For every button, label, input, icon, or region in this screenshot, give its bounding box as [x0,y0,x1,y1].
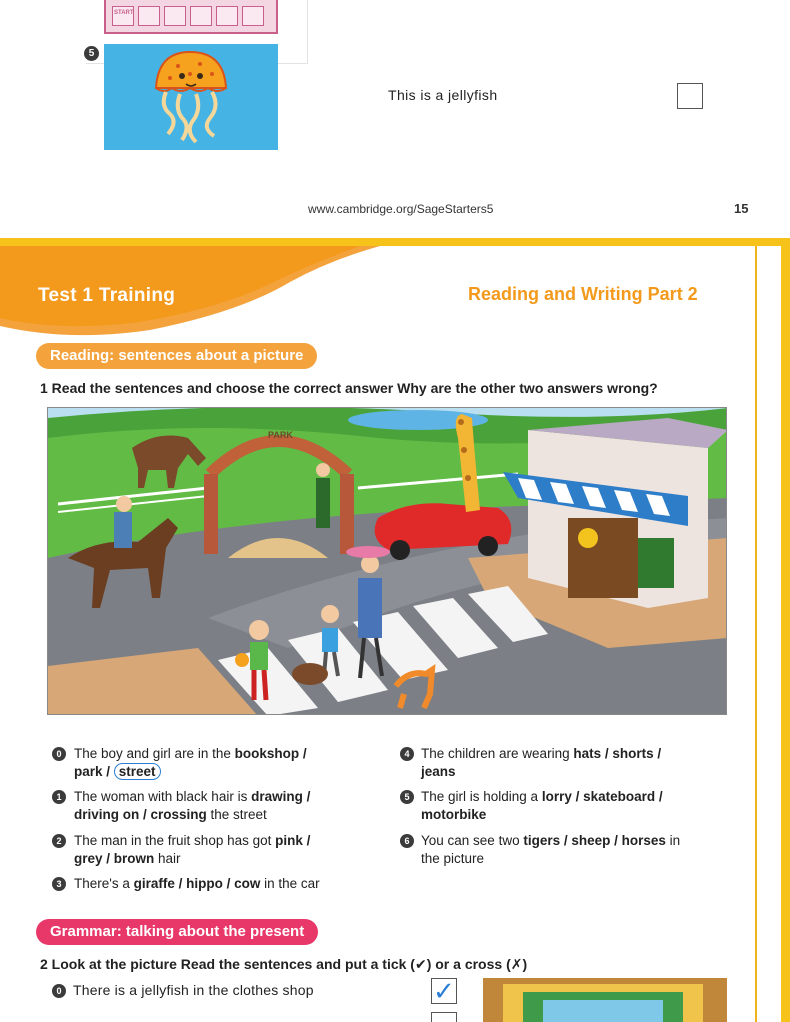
grammar-section-pill: Grammar: talking about the present [36,919,318,945]
grammar-item-0-sentence: There is a jellyfish in the clothes shop [73,982,314,998]
question-3: There's a giraffe / hippo / cow in the car [74,876,320,891]
page-margin-rule [755,246,757,1022]
question-0: The boy and girl are in the bookshop / park / street [74,746,307,779]
website-url[interactable]: www.cambridge.org/SageStarters5 [308,202,494,216]
question-5: The girl is holding a lorry / skateboard / motorbike [421,789,663,822]
tick-icon: ✓ [433,976,455,1006]
reading-instruction: 1 Read the sentences and choose the correct answer Why are the other two answers wrong? [40,380,658,396]
street-scene-picture [47,407,727,715]
question-0-number: 0 [52,747,66,761]
park-sign: PARK [268,430,293,440]
page-number: 15 [734,201,749,216]
question-6-number: 6 [400,834,414,848]
board-label: START [114,10,134,16]
item-5-number: 5 [84,46,99,61]
question-4: The children are wearing hats / shorts / jeans [421,746,662,779]
item-5-sentence: This is a jellyfish [388,87,498,103]
header-title: Test 1 Training [38,285,176,306]
clothes-shop-picture [483,978,727,1022]
question-3-number: 3 [52,877,66,891]
answer-circle: street [114,763,161,780]
jellyfish-picture [104,44,278,150]
board-game-picture [104,0,278,34]
previous-page [0,0,790,238]
question-2-number: 2 [52,834,66,848]
question-6: You can see two tigers / sheep / horses in the picture [421,833,681,866]
grammar-item-0-number: 0 [52,984,66,998]
question-1-number: 1 [52,790,66,804]
grammar-instruction: 2 Look at the picture Read the sentences and put a tick (✔) or a cross (✗) [40,956,528,972]
section-title: Reading and Writing Part 2 [468,284,698,304]
question-2: The man in the fruit shop has got pink / grey / brown hair [74,833,311,866]
item-5-answer-box[interactable] [677,83,703,109]
question-5-number: 5 [400,790,414,804]
question-4-number: 4 [400,747,414,761]
reading-section-pill: Reading: sentences about a picture [36,343,317,369]
question-1: The woman with black hair is drawing / driving on / crossing the street [74,789,311,822]
grammar-item-1-answer-box[interactable] [431,1012,457,1022]
